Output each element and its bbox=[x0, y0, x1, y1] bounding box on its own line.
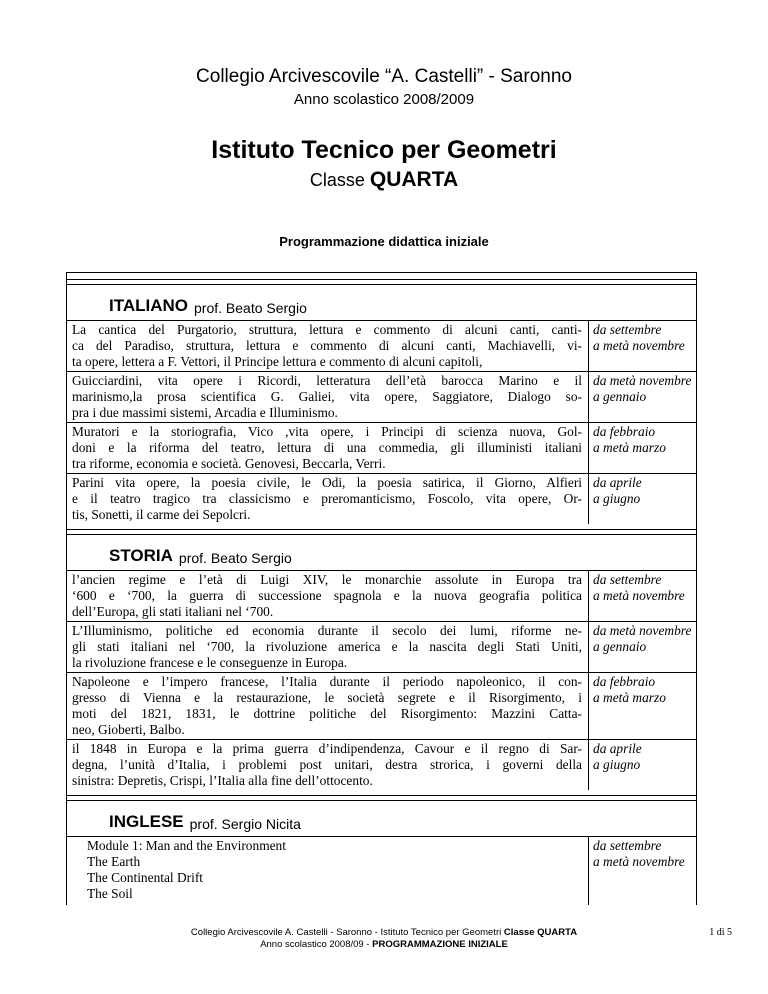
topic-line: ca del Paradiso, struttura, lettura e commento di alcuni canti, Machiavelli, vi- bbox=[72, 338, 582, 353]
institute-title: Istituto Tecnico per Geometri bbox=[211, 136, 557, 164]
topic-line: gli stati italiani nel ‘700, la rivoluzione america e la nascita degli Stati Uniti, bbox=[72, 639, 582, 654]
school-year: Anno scolastico 2008/2009 bbox=[293, 91, 475, 108]
subject-name: INGLESE bbox=[109, 812, 184, 831]
topic-line: Parini vita opere, la poesia civile, le Odi, la poesia satirica, il Giorno, Alfieri bbox=[72, 475, 582, 490]
period-line: da aprile bbox=[593, 741, 642, 756]
topic-line: neo, Gioberti, Balbo. bbox=[72, 722, 185, 737]
topic-line: L’Illuminismo, politiche ed economia durante il secolo dei lumi, riforme ne- bbox=[72, 623, 582, 638]
period-line: da febbraio bbox=[593, 674, 656, 689]
footer-line-2 bbox=[0, 939, 768, 950]
subject-header-italiano bbox=[67, 285, 696, 321]
topic-line: The Soil bbox=[87, 886, 133, 901]
topic-cell bbox=[67, 321, 589, 371]
class-prefix: Classe bbox=[309, 170, 365, 190]
period-line: a metà marzo bbox=[593, 440, 666, 455]
period-line: da settembre bbox=[593, 322, 662, 337]
period-line: a metà novembre bbox=[593, 854, 685, 869]
footer-year: Anno scolastico 2008/09 - bbox=[260, 939, 370, 950]
period-line: da febbraio bbox=[593, 424, 656, 439]
table-row bbox=[67, 673, 696, 740]
period-cell bbox=[589, 423, 696, 473]
period-line: a gennaio bbox=[593, 639, 647, 654]
table-row bbox=[67, 622, 696, 673]
period-line: a gennaio bbox=[593, 389, 647, 404]
period-line: da metà novembre bbox=[593, 373, 692, 388]
subject-header-inglese bbox=[67, 801, 696, 837]
table-separator bbox=[67, 524, 696, 535]
period-line: a metà novembre bbox=[593, 338, 685, 353]
footer-line-1 bbox=[0, 927, 768, 938]
topic-line: Muratori e la storiografia, Vico ,vita opere, i Principi di scienza nuova, Gol- bbox=[72, 424, 582, 439]
subject-rows-inglese bbox=[67, 837, 696, 905]
topic-line: il 1848 in Europa e la prima guerra d’indipendenza, Cavour e il regno di Sar- bbox=[72, 741, 582, 756]
topic-line: tis, Sonetti, il carme dei Sepolcri. bbox=[72, 507, 251, 522]
topic-line: The Earth bbox=[87, 854, 141, 869]
program-table bbox=[66, 272, 697, 905]
period-line: a giugno bbox=[593, 491, 641, 506]
period-line: a metà marzo bbox=[593, 690, 666, 705]
period-cell bbox=[589, 571, 696, 621]
period-line: da aprile bbox=[593, 475, 642, 490]
table-separator bbox=[67, 273, 696, 285]
topic-line: sinistra: Depretis, Crispi, l’Italia alla fine dell’ottocento. bbox=[72, 773, 373, 788]
topic-line: Napoleone e l’impero francese, l’Italia durante il periodo napoleonico, il con- bbox=[72, 674, 582, 689]
program-title: Programmazione didattica iniziale bbox=[279, 234, 489, 249]
table-row bbox=[67, 571, 696, 622]
table-row bbox=[67, 740, 696, 790]
subject-rows-storia bbox=[67, 571, 696, 790]
topic-line: l’ancien regime e l’età di Luigi XIV, le monarchie assolute in Europa tra bbox=[72, 572, 582, 587]
topic-line: doni e la riforma del teatro, lettura di una commedia, gli illuministi italiani bbox=[72, 440, 582, 455]
topic-line: The Continental Drift bbox=[87, 870, 204, 885]
topic-cell bbox=[67, 571, 589, 621]
topic-line: moti del 1821, 1831, le dottrine politiche del Risorgimento: Mazzini Catta- bbox=[72, 706, 582, 721]
period-line: da settembre bbox=[593, 838, 662, 853]
subject-teacher: prof. Beato Sergio bbox=[194, 300, 307, 316]
period-cell bbox=[589, 474, 696, 524]
subject-teacher: prof. Sergio Nicita bbox=[189, 816, 301, 832]
class-name: QUARTA bbox=[369, 168, 459, 191]
topic-line: Module 1: Man and the Environment bbox=[87, 838, 286, 853]
topic-cell bbox=[67, 622, 589, 672]
period-line: a giugno bbox=[593, 757, 641, 772]
table-row bbox=[67, 321, 696, 372]
footer-text: Collegio Arcivescovile A. Castelli - Saronno - Istituto Tecnico per Geometri bbox=[190, 927, 502, 938]
topic-cell bbox=[67, 837, 589, 905]
table-separator bbox=[67, 790, 696, 801]
subject-teacher: prof. Beato Sergio bbox=[178, 550, 292, 566]
topic-line: gresso di Vienna e la restaurazione, le società segrete e il Risorgimento, i bbox=[72, 690, 582, 705]
subject-name: ITALIANO bbox=[109, 296, 189, 315]
topic-cell bbox=[67, 372, 589, 422]
topic-line: Guicciardini, vita opere i Ricordi, letteratura dell’età barocca Marino e il bbox=[72, 373, 582, 388]
table-row bbox=[67, 372, 696, 423]
topic-line: dell’Europa, gli stati italiani nel ‘700. bbox=[72, 604, 274, 619]
school-name: Collegio Arcivescovile “A. Castelli” - Saronno bbox=[196, 66, 572, 87]
topic-line: e il teatro tragico tra classicismo e preromanticismo, Foscolo, vita opere, Or- bbox=[72, 491, 582, 506]
period-line: da metà novembre bbox=[593, 623, 692, 638]
topic-line: pra i due massimi sistemi, Arcadia e Illuminismo. bbox=[72, 405, 338, 420]
table-row bbox=[67, 423, 696, 474]
footer-program: PROGRAMMAZIONE INIZIALE bbox=[372, 939, 508, 950]
topic-line: ta opere, lettera a F. Vettori, il Principe lettura e commento di alcuni capitoli, bbox=[72, 354, 483, 369]
table-row bbox=[67, 474, 696, 524]
footer-class: Classe QUARTA bbox=[503, 927, 578, 938]
period-line: da settembre bbox=[593, 572, 662, 587]
subject-name: STORIA bbox=[109, 546, 173, 565]
topic-line: marinismo,la prosa scientifica G. Galiei, vita opere, Saggiatore, Dialogo so- bbox=[72, 389, 582, 404]
period-cell bbox=[589, 321, 696, 371]
subject-rows-italiano bbox=[67, 321, 696, 524]
topic-cell bbox=[67, 423, 589, 473]
period-line: a metà novembre bbox=[593, 588, 685, 603]
topic-line: la rivoluzione francese e le conseguenze in Europa. bbox=[72, 655, 348, 670]
topic-line: tra riforme, economia e società. Genovesi, Beccarla, Verri. bbox=[72, 456, 386, 471]
topic-cell bbox=[67, 474, 589, 524]
period-cell bbox=[589, 740, 696, 790]
period-cell bbox=[589, 673, 696, 739]
page-number: 1 di 5 bbox=[709, 927, 732, 938]
period-cell bbox=[589, 622, 696, 672]
topic-cell bbox=[67, 740, 589, 790]
topic-line: degna, l’unità d’Italia, i problemi post unitari, destra strorica, i governi della bbox=[72, 757, 582, 772]
table-row bbox=[67, 837, 696, 905]
period-cell bbox=[589, 837, 696, 905]
topic-line: ‘600 e ‘700, la guerra di successione spagnola e la nuova geografia politica bbox=[72, 588, 582, 603]
topic-line: La cantica del Purgatorio, struttura, lettura e commento di alcuni canti, canti- bbox=[72, 322, 582, 337]
period-cell bbox=[589, 372, 696, 422]
subject-header-storia bbox=[67, 535, 696, 571]
topic-cell bbox=[67, 673, 589, 739]
class-line bbox=[0, 168, 768, 192]
